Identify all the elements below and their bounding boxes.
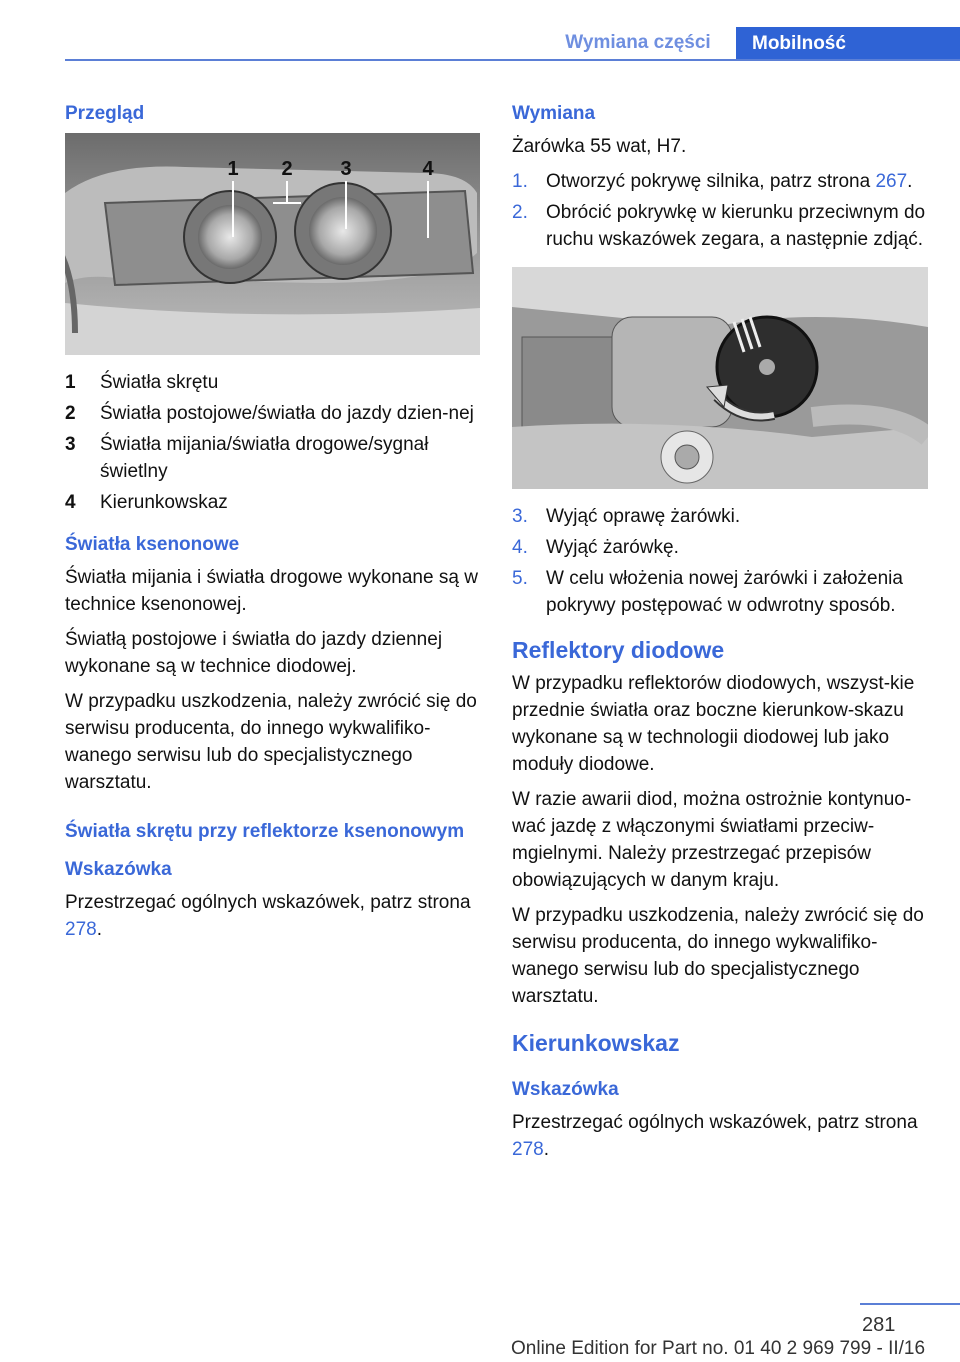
paragraph: W przypadku reflektorów diodowych, wszyst‐kie przednie światła oraz boczne kierunkow‐skazu wykonane są w technologii diodowej lub jako moduły diodowe.	[512, 673, 915, 775]
paragraph: W przypadku uszkodzenia, należy zwrócić się do serwisu producenta, do innego wykwalifiko‐wanego serwisu lub do specjalistycznego warsztatu.	[65, 691, 477, 793]
right-column	[512, 103, 932, 1171]
fig-label-3: 3	[340, 158, 352, 180]
header-rule	[65, 59, 960, 61]
legend-item: 1 Światła skrętu	[65, 372, 219, 393]
step-item: 1. Otworzyć pokrywę silnika, patrz strona 267.	[512, 171, 913, 192]
fig-label-2: 2	[281, 158, 293, 180]
legend-item: 2 Światła postojowe/światła do jazdy dzien‐nej	[65, 403, 474, 424]
page-number-rule	[860, 1303, 960, 1305]
footer-edition: Online Edition for Part no. 01 40 2 969 799 - II/16	[511, 1338, 926, 1359]
left-column	[65, 103, 485, 951]
heading-replace: Wymiana	[512, 103, 596, 124]
heading-overview: Przegląd	[65, 103, 145, 124]
heading-note: Wskazówka	[65, 859, 172, 880]
page-number: 281	[862, 1314, 896, 1336]
figure-legend	[65, 369, 485, 516]
paragraph: Światłą postojowe i światła do jazdy dziennej wykonane są w technice diodowej.	[65, 629, 443, 677]
step-item: 5. W celu włożenia nowej żarówki i założenia pokrywy postępować w odwrotny sposób.	[512, 568, 903, 616]
paragraph: W przypadku uszkodzenia, należy zwrócić się do serwisu producenta, do innego wykwalifiko‐wanego serwisu lub do specjalistycznego warsztatu.	[512, 905, 924, 1007]
step-item: 3. Wyjąć oprawę żarówki.	[512, 506, 741, 527]
page-link-267[interactable]: 267	[875, 171, 908, 192]
heading-led: Reflektory diodowe	[512, 637, 725, 663]
note-paragraph: Przestrzegać ogólnych wskazówek, patrz strona 278.	[65, 892, 471, 940]
step-item: 4. Wyjąć żarówkę.	[512, 537, 679, 558]
page-link-278[interactable]: 278	[512, 1139, 544, 1160]
heading-indicator: Kierunkowskaz	[512, 1030, 680, 1056]
heading-note: Wskazówka	[512, 1079, 619, 1100]
header-chapter-tab: Mobilność	[736, 27, 960, 61]
steps-list-a	[512, 168, 932, 253]
fig-label-1: 1	[227, 158, 239, 180]
heading-turn-lights: Światła skrętu przy reflektorze ksenonowym	[65, 821, 465, 842]
bulb-spec: Żarówka 55 wat, H7.	[512, 136, 687, 157]
engine-bay-figure	[512, 267, 928, 489]
headlight-figure	[65, 133, 480, 355]
page-link-278[interactable]: 278	[65, 919, 97, 940]
legend-item: 3 Światła mijania/światła drogowe/sygnał świetlny	[65, 434, 429, 482]
fig-label-4: 4	[422, 158, 434, 180]
legend-item: 4 Kierunkowskaz	[65, 492, 228, 513]
header-section: Wymiana części	[565, 32, 711, 53]
paragraph: Światła mijania i światła drogowe wykonane są w technice ksenonowej.	[65, 567, 478, 615]
heading-xenon: Światła ksenonowe	[65, 534, 240, 555]
note-paragraph: Przestrzegać ogólnych wskazówek, patrz strona 278.	[512, 1112, 918, 1160]
step-item: 2. Obrócić pokrywkę w kierunku przeciwnym do ruchu wskazówek zegara, a następnie zdjąć.	[512, 202, 926, 250]
steps-list-b	[512, 503, 932, 619]
paragraph: W razie awarii diod, można ostrożnie kontynuo‐wać jazdę z włączonymi światłami przeciw‐mgielnymi. Należy przestrzegać przepisów obowiązujących w danym kraju.	[512, 789, 912, 891]
